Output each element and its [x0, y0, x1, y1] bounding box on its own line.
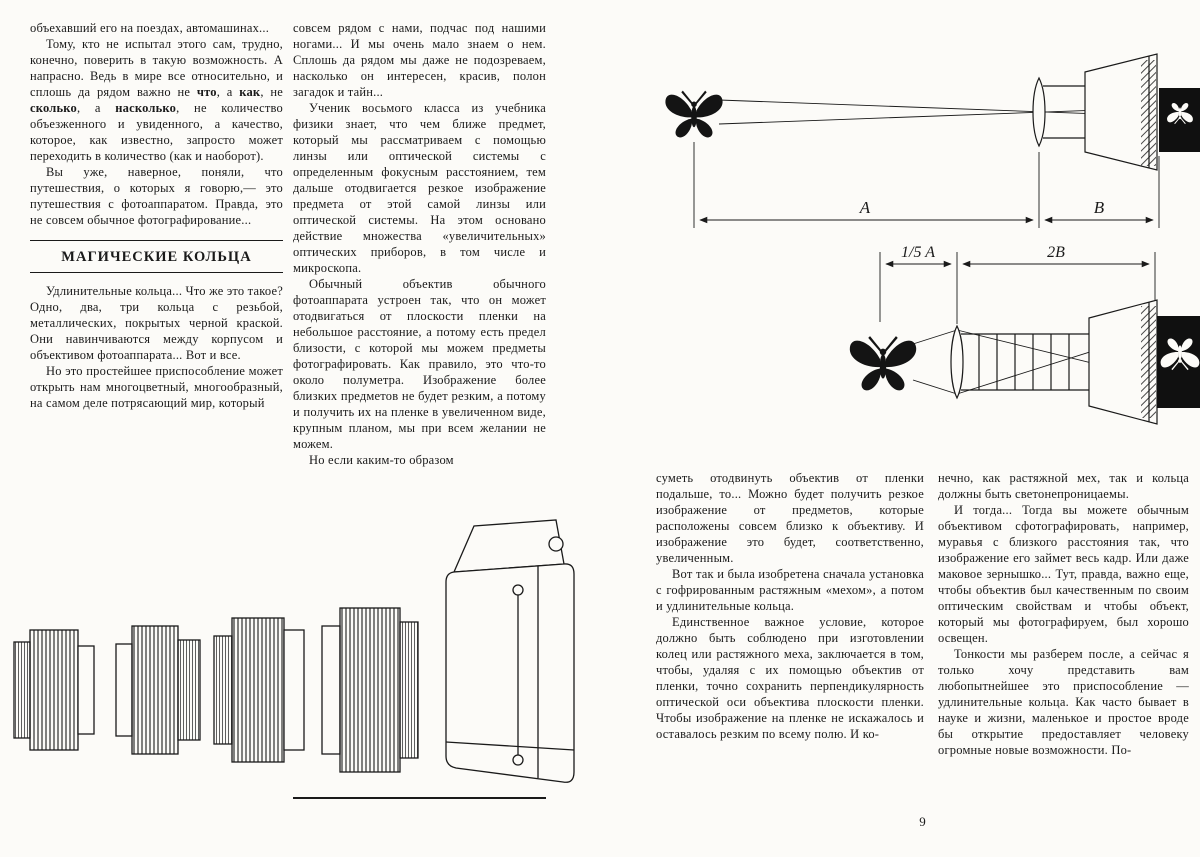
paragraph: совсем рядом с нами, подчас под нашими ногами... И мы очень мало знаем о нем. Сплошь да рядом мы даже не подозреваем, насколько он интересен, красив, полон загадок и тайн...	[293, 21, 546, 99]
butterfly-object-icon	[850, 336, 916, 390]
section-heading: МАГИЧЕСКИЕ КОЛЬЦА	[30, 240, 283, 273]
extension-rings-sections	[979, 334, 1069, 390]
paragraph: Но это простейшее приспособление может открыть нам многоцветный, многообразный, на самом деле потрясающий мир, который	[30, 364, 283, 410]
lens-icon	[1033, 78, 1045, 146]
paragraph: Единственное важное условие, которое должно быть соблюдено при изготовлении колец или растяжного меха, заключается в том, чтобы, удаляя с их помощью объектив от пленки, точно сохранить перпендикулярность оптической оси объектива плоскости пленки. Чтобы изображение на пленке не искажалось и оставалось резким по всему полю. И ко-	[656, 615, 924, 741]
paragraph: Вот так и была изобретена сначала установка с гофрированным растяжным «мехом», а потом и удлинительные кольца.	[656, 567, 924, 613]
extension-rings-figure	[8, 510, 588, 810]
optics-diagram-figure	[655, 12, 1200, 457]
text-column-2	[293, 20, 546, 512]
extension-ring-4	[322, 608, 418, 772]
paragraph: объехавший его на поездах, автомашинах...	[30, 21, 270, 35]
column-1-lower-text	[30, 283, 283, 411]
extension-ring-3	[214, 618, 304, 762]
column-1-upper-text	[30, 20, 283, 228]
text-column-3	[656, 470, 924, 816]
camera-body-figure	[446, 520, 574, 782]
lens-icon	[951, 326, 963, 398]
paragraph: Ученик восьмого класса из учебника физики знает, что чем ближе предмет, который мы рассматриваем с помощью линзы или оптической системы с определенным фокусным расстоянием, тем дальше отодвигается резкое изображение предмета от этой самой линзы или оптической системы. На этом основано действие множества «увеличительных» оптических приборов, в том числе и микроскопа.	[293, 101, 546, 275]
text-column-4	[938, 470, 1189, 820]
paragraph: Удлинительные кольца... Что же это такое? Одно, два, три кольца с резьбой, металлических, покрытых черной краской. Они навинчиваются между корпусом и объективом фотоаппарата... Вот и все.	[30, 284, 283, 362]
diagram-near-object	[850, 244, 1200, 424]
paragraph: Но если каким-то образом	[309, 453, 454, 467]
text-column-1	[30, 20, 283, 500]
column-rule	[293, 797, 546, 799]
paragraph: Тонкости мы разберем после, а сейчас я только хочу представить вам любопытнейшее это приспособление — удлинительные кольца. Как часто бывает в науке и жизни, маленькое и простое вроде бы открытие предоставляет человеку огромные новые возможности. По-	[938, 647, 1189, 757]
extension-ring-1	[14, 630, 94, 750]
dimension-label-b: B	[1093, 198, 1105, 217]
camera-outline	[951, 300, 1157, 424]
paragraph: нечно, как растяжной мех, так и кольца должны быть светонепроницаемы.	[938, 471, 1189, 501]
paragraph: суметь отодвинуть объектив от пленки подальше, то... Можно будет получить резкое изображение от предметов, которые расположены совсем близко к объективу. И изображение это будет, соответственно, увеличенным.	[656, 471, 924, 565]
paragraph: Вы уже, наверное, поняли, что путешествия, о которых я говорю,— это путешествия с фотоаппаратом. Правда, это не совсем обычное фотографирование...	[30, 165, 283, 227]
dimension-label-two-b: 2B	[1047, 244, 1065, 261]
page-number: 9	[919, 814, 926, 829]
paragraph: Тому, кто не испытал этого сам, трудно, конечно, поверить в такую возможность. А напрасно. Ведь в мире все относительно, и сплошь да рядом важно не что, а как, не сколько, а насколько, не количество объезженного и увиденного, а качество, которое, как известно, запросто может переходить в количество (как и наоборот).	[30, 37, 283, 163]
paragraph: Обычный объектив обычного фотоаппарата устроен так, что он может отодвигаться от плоскости пленки на небольшое расстояние, а потому есть предел близости, с которой мы можем предметы фотографировать. Как правило, это что-то около полуметра. Изображение более близких предметов не будет резким, а потому и получить их на пленке в увеличенном виде, крупным планом, мы при всем желании не можем.	[293, 277, 546, 451]
diagram-distant-object	[665, 54, 1200, 228]
dimension-label-a: A	[859, 198, 871, 217]
dimension-lines	[694, 142, 1159, 228]
film-plane	[1159, 88, 1200, 152]
butterfly-object-icon	[665, 91, 722, 138]
extension-ring-2	[116, 626, 200, 754]
paragraph: И тогда... Тогда вы можете обычным объективом сфотографировать, например, муравья с близкого расстояния так, что изображение его займет весь кадр. Или даже маковое зернышко... Тут, правда, важно еще, чтобы объектив был качественным по своим оптическим свойствам и чтобы объект, который мы фотографируем, был хорошо освещен.	[938, 503, 1189, 645]
dimension-label-fifth-a: 1/5 A	[901, 244, 935, 261]
